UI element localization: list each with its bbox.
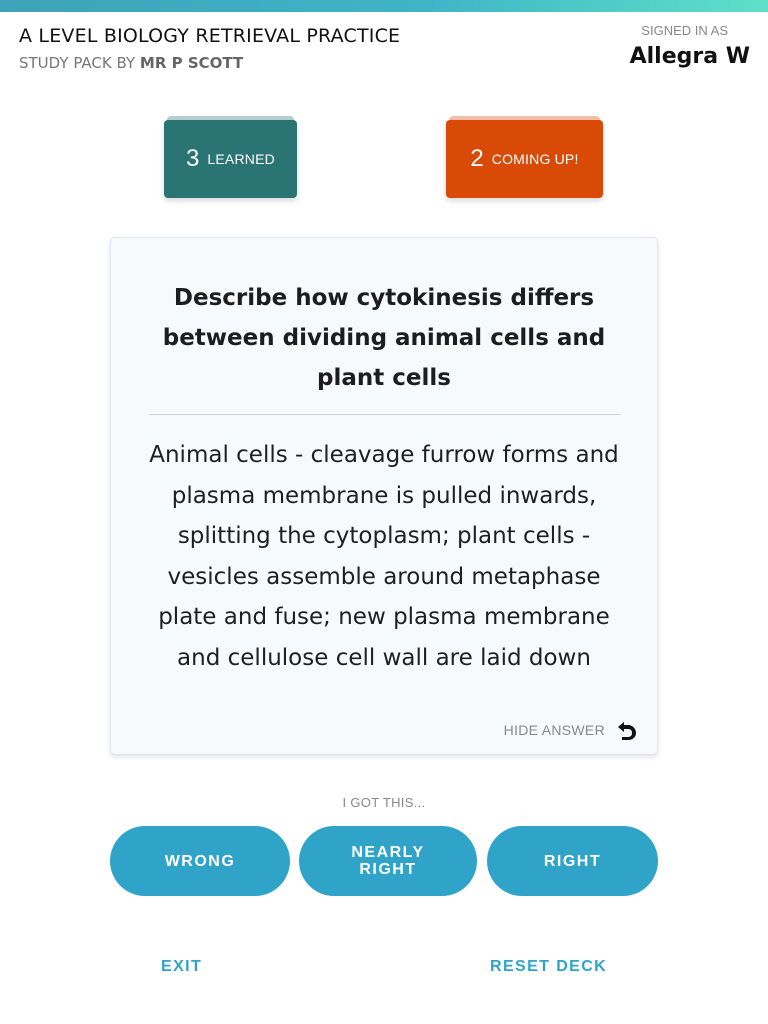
pack-prefix: STUDY PACK BY <box>19 54 136 72</box>
card-divider <box>149 414 621 415</box>
wrong-button[interactable] <box>110 826 290 896</box>
wrong-label: WRONG <box>164 852 236 870</box>
app-title: A LEVEL BIOLOGY RETRIEVAL PRACTICE <box>19 25 401 47</box>
reset-deck-link[interactable]: RESET DECK <box>490 958 608 975</box>
nearly-right-line1: NEARLY <box>351 844 425 861</box>
right-button[interactable] <box>487 826 658 896</box>
grading-prompt: I GOT THIS... <box>342 795 426 810</box>
coming-up-counter <box>446 120 603 198</box>
nearly-right-line2: RIGHT <box>359 861 417 878</box>
header-titles <box>19 24 400 72</box>
pack-author: MR P SCOTT <box>139 54 244 72</box>
learned-label: LEARNED <box>207 151 275 167</box>
exit-link[interactable]: EXIT <box>161 958 203 975</box>
signed-in-label: SIGNED IN AS <box>641 23 728 38</box>
card-question: Describe how cytokinesis differs between dividing animal cells and plant cells <box>162 285 606 391</box>
learned-counter <box>164 120 297 198</box>
signed-in-block <box>630 22 750 69</box>
right-label: RIGHT <box>543 852 602 870</box>
card-answer: Animal cells - cleavage furrow forms and plasma membrane is pulled inwards, splitting the cytoplasm; plant cells - vesicles assemble around metaphase plate and fuse; new plasma membrane and cellulose cell wall are laid down <box>149 442 619 671</box>
hide-answer-button[interactable] <box>504 720 637 740</box>
coming-up-label: COMING UP! <box>491 151 579 167</box>
coming-up-count: 2 <box>470 145 484 172</box>
undo-arrow-icon <box>617 720 637 740</box>
learned-count: 3 <box>186 145 200 172</box>
user-name: Allegra W <box>629 44 750 69</box>
study-pack-byline <box>19 54 400 72</box>
nearly-right-label <box>351 844 424 878</box>
flashcard <box>110 237 658 755</box>
top-accent-bar <box>0 0 768 12</box>
hide-answer-label: HIDE ANSWER <box>503 722 605 738</box>
nearly-right-button[interactable] <box>299 826 477 896</box>
